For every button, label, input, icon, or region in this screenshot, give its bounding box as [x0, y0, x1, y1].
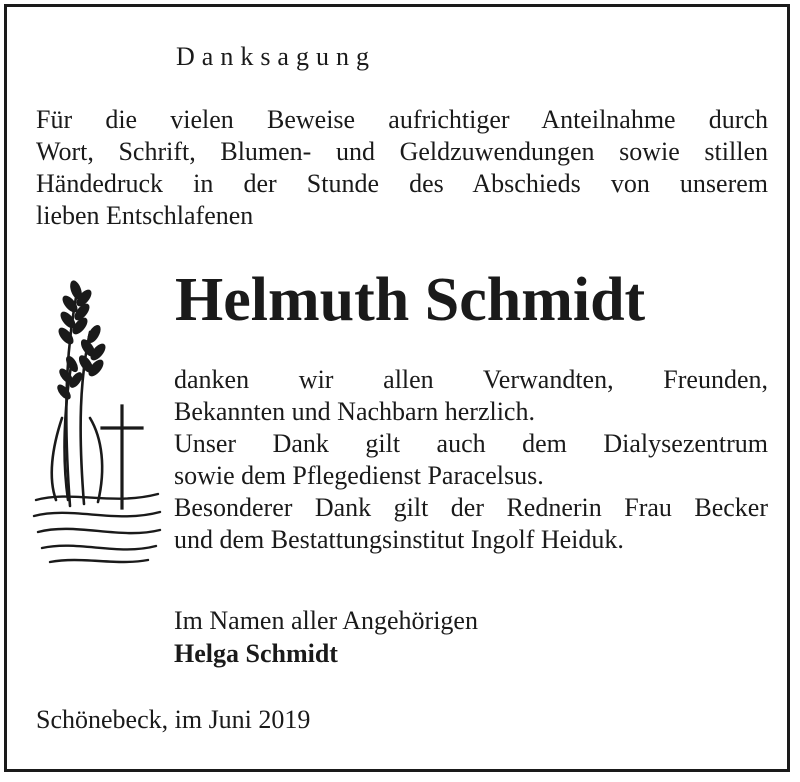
place-date: Schönebeck, im Juni 2019: [36, 705, 311, 734]
thanks-text: [174, 364, 768, 556]
thanks-line: sowie dem Pflegedienst Paracelsus.: [174, 461, 544, 490]
notice-heading: Danksagung: [176, 42, 376, 71]
thanks-line: Unser Dank gilt auch dem Dialysezentrum: [174, 429, 768, 458]
signature-block: [174, 604, 478, 670]
signer-name: Helga Schmidt: [174, 639, 338, 668]
signature-lead: Im Namen aller Angehörigen: [174, 606, 478, 635]
intro-line: Wort, Schrift, Blumen- und Geldzuwendungen sowie stillen: [36, 137, 768, 166]
thanks-line: Besonderer Dank gilt der Rednerin Frau Becker: [174, 493, 768, 522]
intro-text: [36, 104, 768, 232]
intro-line: lieben Entschlafenen: [36, 201, 254, 230]
deceased-name: Helmuth Schmidt: [175, 266, 646, 334]
thanks-line: danken wir allen Verwandten, Freunden,: [174, 365, 768, 394]
wheat-and-cross-icon: [32, 268, 164, 568]
thanks-line: Bekannten und Nachbarn herzlich.: [174, 397, 535, 426]
intro-line: Für die vielen Beweise aufrichtiger Anteilnahme durch: [36, 105, 768, 134]
intro-line: Händedruck in der Stunde des Abschieds von unserem: [36, 169, 768, 198]
thanks-line: und dem Bestattungsinstitut Ingolf Heiduk.: [174, 525, 624, 554]
